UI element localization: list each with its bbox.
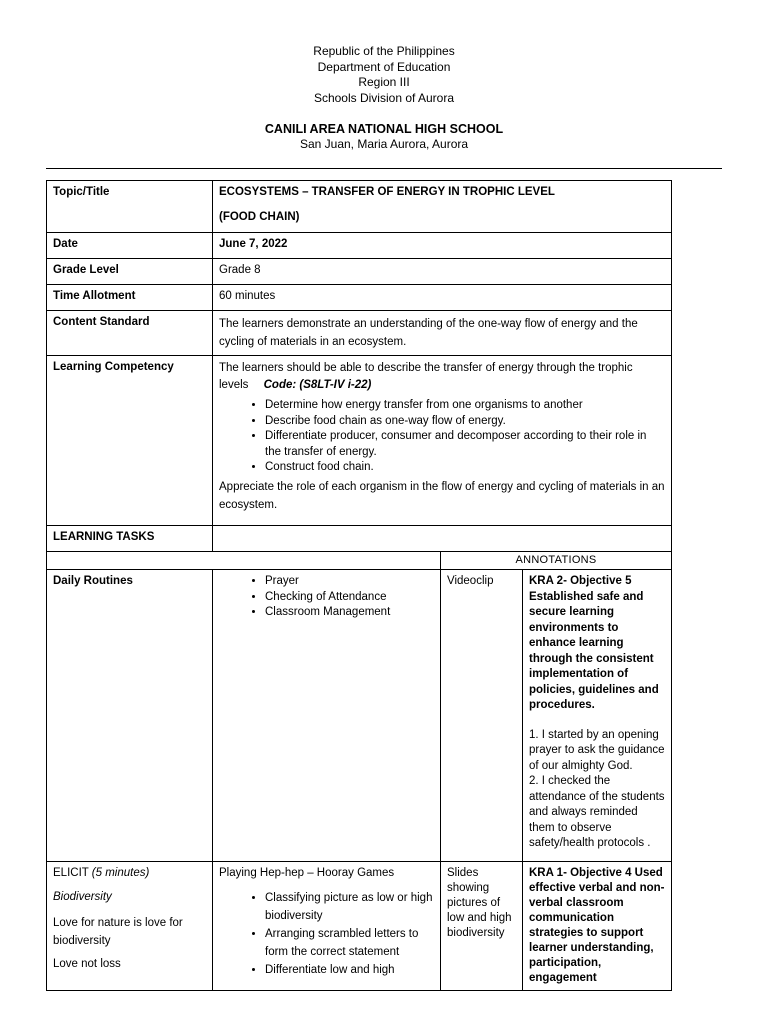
header-line-division: Schools Division of Aurora xyxy=(313,90,455,105)
competency-item: • Describe food chain as one-way flow of energy. xyxy=(265,414,665,430)
row-date xyxy=(47,233,672,259)
row-daily-routines xyxy=(47,570,672,862)
header-line-republic: Republic of the Philippines xyxy=(313,44,455,58)
routines-annotation xyxy=(523,570,672,862)
competency-list xyxy=(219,398,665,476)
topic-label: Topic/Title xyxy=(47,181,213,233)
grade-value: Grade 8 xyxy=(213,259,672,285)
elicit-text-2: Love not loss xyxy=(53,958,121,970)
routines-activities xyxy=(213,570,441,862)
grade-label: Grade Level xyxy=(47,259,213,285)
elicit-label-cell xyxy=(47,862,213,991)
learning-tasks-empty xyxy=(213,526,672,552)
lesson-plan-table xyxy=(46,180,672,991)
elicit-subtopic: Biodiversity xyxy=(53,891,112,903)
topic-line-1: ECOSYSTEMS – TRANSFER OF ENERGY IN TROPHIC LEVEL xyxy=(219,186,555,198)
header-line-region: Region III xyxy=(358,75,410,89)
competency-code: Code: (S8LT-IV i-22) xyxy=(263,379,372,391)
routines-note-2: 2. I checked the attendance of the students and always reminded them to observe safety/health protocols . xyxy=(529,775,665,849)
row-learning-tasks xyxy=(47,526,672,552)
elicit-item: • Classifying picture as low or high biodiversity xyxy=(265,889,434,925)
routine-item: • Prayer xyxy=(265,574,434,590)
competency-item: • Differentiate producer, consumer and decomposer according to their role in the transfer of energy. xyxy=(265,429,665,460)
row-elicit xyxy=(47,862,672,991)
row-topic xyxy=(47,181,672,233)
topic-value xyxy=(213,181,672,233)
row-grade xyxy=(47,259,672,285)
elicit-activity-title: Playing Hep-hep – Hooray Games xyxy=(219,867,395,879)
competency-item: • Determine how energy transfer from one organisms to another xyxy=(265,398,665,414)
routines-material: Videoclip xyxy=(441,570,523,862)
row-annotations-header xyxy=(47,552,672,570)
routines-note-1: 1. I started by an opening prayer to ask the guidance of our almighty God. xyxy=(529,728,665,772)
elicit-material-line: low and high xyxy=(447,912,512,924)
elicit-item: • Arranging scrambled letters to form the correct statement xyxy=(265,925,434,961)
header-divider xyxy=(46,168,722,169)
routines-kra: KRA 2- Objective 5 Established safe and secure learning environments to enhance learning through the consistent implementation of policies, guidelines and procedures. xyxy=(529,575,659,711)
elicit-material xyxy=(441,862,523,991)
elicit-activities xyxy=(213,862,441,991)
content-standard-value: The learners demonstrate an understanding of the one-way flow of energy and the cycling of materials in an ecosystem. xyxy=(213,311,672,356)
time-value: 60 minutes xyxy=(213,285,672,311)
routine-item: • Classroom Management xyxy=(265,605,434,621)
school-name: CANILI AREA NATIONAL HIGH SCHOOL xyxy=(264,122,504,136)
elicit-duration: (5 minutes) xyxy=(91,867,150,879)
row-content-standard xyxy=(47,311,672,356)
elicit-material-line: showing xyxy=(447,882,490,894)
elicit-text-1: Love for nature is love for biodiversity xyxy=(53,917,183,947)
competency-label: Learning Competency xyxy=(47,356,213,526)
date-label: Date xyxy=(47,233,213,259)
content-standard-label: Content Standard xyxy=(47,311,213,356)
date-value: June 7, 2022 xyxy=(213,233,672,259)
row-time xyxy=(47,285,672,311)
elicit-material-line: Slides xyxy=(447,867,479,879)
school-address: San Juan, Maria Aurora, Aurora xyxy=(299,137,469,151)
annotations-header: ANNOTATIONS xyxy=(441,552,672,570)
competency-value xyxy=(213,356,672,526)
elicit-kra: KRA 1- Objective 4 Used effective verbal and non-verbal classroom communication strategies to support learner understanding, participation, engagement xyxy=(523,862,672,991)
elicit-material-line: biodiversity xyxy=(447,927,505,939)
time-label: Time Allotment xyxy=(47,285,213,311)
header-line-department: Department of Education xyxy=(317,59,451,74)
elicit-material-line: pictures of xyxy=(447,897,501,909)
topic-line-2: (FOOD CHAIN) xyxy=(219,211,300,223)
elicit-label: ELICIT xyxy=(53,867,89,879)
elicit-list xyxy=(219,889,434,979)
competency-intro: The learners should be able to describe the transfer of energy through the trophic levels xyxy=(219,362,633,391)
row-learning-competency xyxy=(47,356,672,526)
routines-list xyxy=(219,574,434,621)
elicit-item: • Differentiate low and high xyxy=(265,961,434,979)
annotations-header-spacer xyxy=(47,552,441,570)
agency-header xyxy=(0,44,768,106)
learning-tasks-label: LEARNING TASKS xyxy=(47,526,213,552)
competency-item: • Construct food chain. xyxy=(265,460,665,476)
routine-item: • Checking of Attendance xyxy=(265,590,434,606)
routines-label: Daily Routines xyxy=(47,570,213,862)
competency-closing: Appreciate the role of each organism in the flow of energy and cycling of materials in an ecosystem. xyxy=(219,480,665,511)
